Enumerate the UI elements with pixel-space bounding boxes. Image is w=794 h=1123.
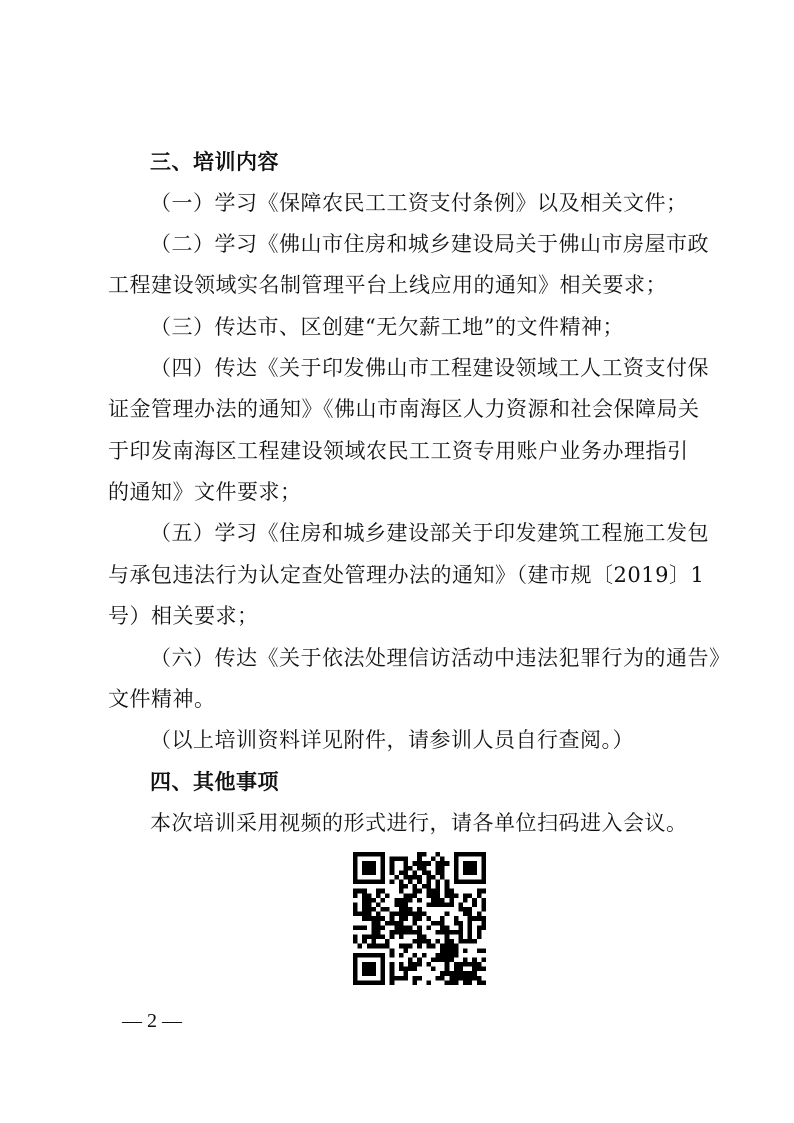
training-item-5-line-1: （五）学习《住房和城乡建设部关于印发建筑工程施工发包 [150,521,709,545]
section-heading-training: 三、培训内容 [150,150,279,174]
training-item-4-line-1: （四）传达《关于印发佛山市工程建设领域工人工资支付保 [150,356,709,380]
training-item-2-line-1: （二）学习《佛山市住房和城乡建设局关于佛山市房屋市政 [150,232,709,256]
training-item-4-line-2: 证金管理办法的通知》《佛山市南海区人力资源和社会保障局关 [108,397,700,421]
training-item-3: （三）传达市、区创建“无欠薪工地”的文件精神； [150,315,624,339]
training-item-5-line-3: 号）相关要求； [108,604,259,628]
training-item-1: （一）学习《保障农民工工资支付条例》以及相关文件； [150,191,688,215]
training-note: （以上培训资料详见附件，请参训人员自行查阅。） [150,728,634,752]
meeting-qr-code[interactable] [353,852,486,985]
training-item-6-line-2: 文件精神。 [108,687,216,711]
training-item-5-line-2: 与承包违法行为认定查处管理办法的通知》（建市规〔2019〕1 [108,563,705,587]
training-item-4-line-3: 于印发南海区工程建设领域农民工工资专用账户业务办理指引 [108,439,689,463]
other-body: 本次培训采用视频的形式进行，请各单位扫码进入会议。 [150,811,688,835]
training-item-4-line-4: 的通知》文件要求； [108,480,302,504]
training-item-2-line-2: 工程建设领域实名制管理平台上线应用的通知》相关要求； [108,273,667,297]
section-heading-other: 四、其他事项 [150,770,279,794]
training-item-6-line-1: （六）传达《关于依法处理信访活动中违法犯罪行为的通告》 [150,646,731,670]
page-number: — 2 — [122,1010,182,1032]
